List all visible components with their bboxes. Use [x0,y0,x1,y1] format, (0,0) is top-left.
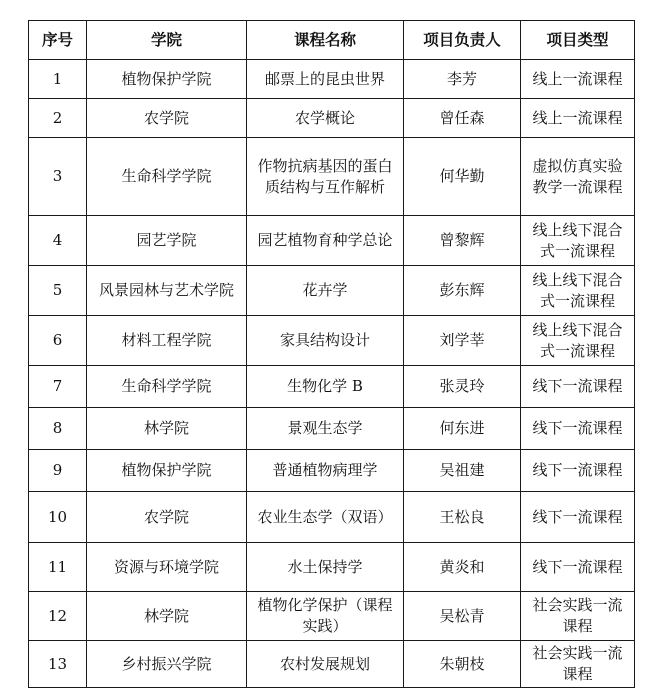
cell-type: 线上一流课程 [521,99,635,138]
cell-college: 材料工程学院 [87,316,247,366]
cell-college: 生命科学学院 [87,366,247,408]
cell-leader: 吴松青 [404,592,521,641]
cell-college: 林学院 [87,592,247,641]
cell-leader: 朱朝枝 [404,641,521,688]
cell-leader: 李芳 [404,60,521,99]
table-row [29,492,635,543]
cell-no: 8 [29,408,87,450]
cell-no: 1 [29,60,87,99]
table-row [29,366,635,408]
cell-leader: 何东进 [404,408,521,450]
cell-course: 农学概论 [247,99,404,138]
cell-type: 线上一流课程 [521,60,635,99]
cell-college: 农学院 [87,99,247,138]
cell-no: 3 [29,138,87,216]
table-row [29,641,635,688]
header-leader: 项目负责人 [404,21,521,60]
table-row [29,592,635,641]
cell-type: 线下一流课程 [521,450,635,492]
cell-college: 乡村振兴学院 [87,641,247,688]
table-row [29,408,635,450]
cell-course: 家具结构设计 [247,316,404,366]
cell-course: 生物化学 B [247,366,404,408]
cell-leader: 吴祖建 [404,450,521,492]
cell-course: 植物化学保护（课程实践） [247,592,404,641]
cell-course: 花卉学 [247,266,404,316]
cell-course: 农村发展规划 [247,641,404,688]
cell-no: 7 [29,366,87,408]
cell-leader: 王松良 [404,492,521,543]
cell-type: 社会实践一流课程 [521,641,635,688]
cell-course: 农业生态学（双语） [247,492,404,543]
cell-no: 12 [29,592,87,641]
table-header-row [29,21,635,60]
cell-no: 11 [29,543,87,592]
cell-leader: 曾黎辉 [404,216,521,266]
header-type: 项目类型 [521,21,635,60]
cell-leader: 张灵玲 [404,366,521,408]
table-row [29,543,635,592]
cell-no: 9 [29,450,87,492]
cell-type: 线上线下混合式一流课程 [521,216,635,266]
cell-course: 景观生态学 [247,408,404,450]
cell-type: 社会实践一流课程 [521,592,635,641]
cell-college: 农学院 [87,492,247,543]
cell-no: 13 [29,641,87,688]
cell-leader: 曾任森 [404,99,521,138]
table-row [29,138,635,216]
cell-course: 园艺植物育种学总论 [247,216,404,266]
cell-no: 4 [29,216,87,266]
cell-course: 作物抗病基因的蛋白质结构与互作解析 [247,138,404,216]
cell-type: 线上线下混合式一流课程 [521,316,635,366]
table-row [29,99,635,138]
cell-leader: 彭东辉 [404,266,521,316]
cell-course: 邮票上的昆虫世界 [247,60,404,99]
cell-leader: 刘学莘 [404,316,521,366]
course-table [28,20,635,688]
header-course: 课程名称 [247,21,404,60]
table-row [29,266,635,316]
cell-type: 虚拟仿真实验教学一流课程 [521,138,635,216]
cell-college: 园艺学院 [87,216,247,266]
cell-no: 2 [29,99,87,138]
cell-college: 资源与环境学院 [87,543,247,592]
cell-no: 10 [29,492,87,543]
cell-type: 线下一流课程 [521,543,635,592]
cell-type: 线上线下混合式一流课程 [521,266,635,316]
table-row [29,60,635,99]
table-row [29,450,635,492]
cell-no: 5 [29,266,87,316]
cell-course: 普通植物病理学 [247,450,404,492]
cell-leader: 何华勤 [404,138,521,216]
cell-no: 6 [29,316,87,366]
cell-college: 生命科学学院 [87,138,247,216]
cell-type: 线下一流课程 [521,366,635,408]
cell-course: 水土保持学 [247,543,404,592]
cell-type: 线下一流课程 [521,408,635,450]
table-row [29,216,635,266]
cell-type: 线下一流课程 [521,492,635,543]
cell-leader: 黄炎和 [404,543,521,592]
header-no: 序号 [29,21,87,60]
cell-college: 林学院 [87,408,247,450]
table-row [29,316,635,366]
header-college: 学院 [87,21,247,60]
cell-college: 植物保护学院 [87,60,247,99]
cell-college: 植物保护学院 [87,450,247,492]
cell-college: 风景园林与艺术学院 [87,266,247,316]
